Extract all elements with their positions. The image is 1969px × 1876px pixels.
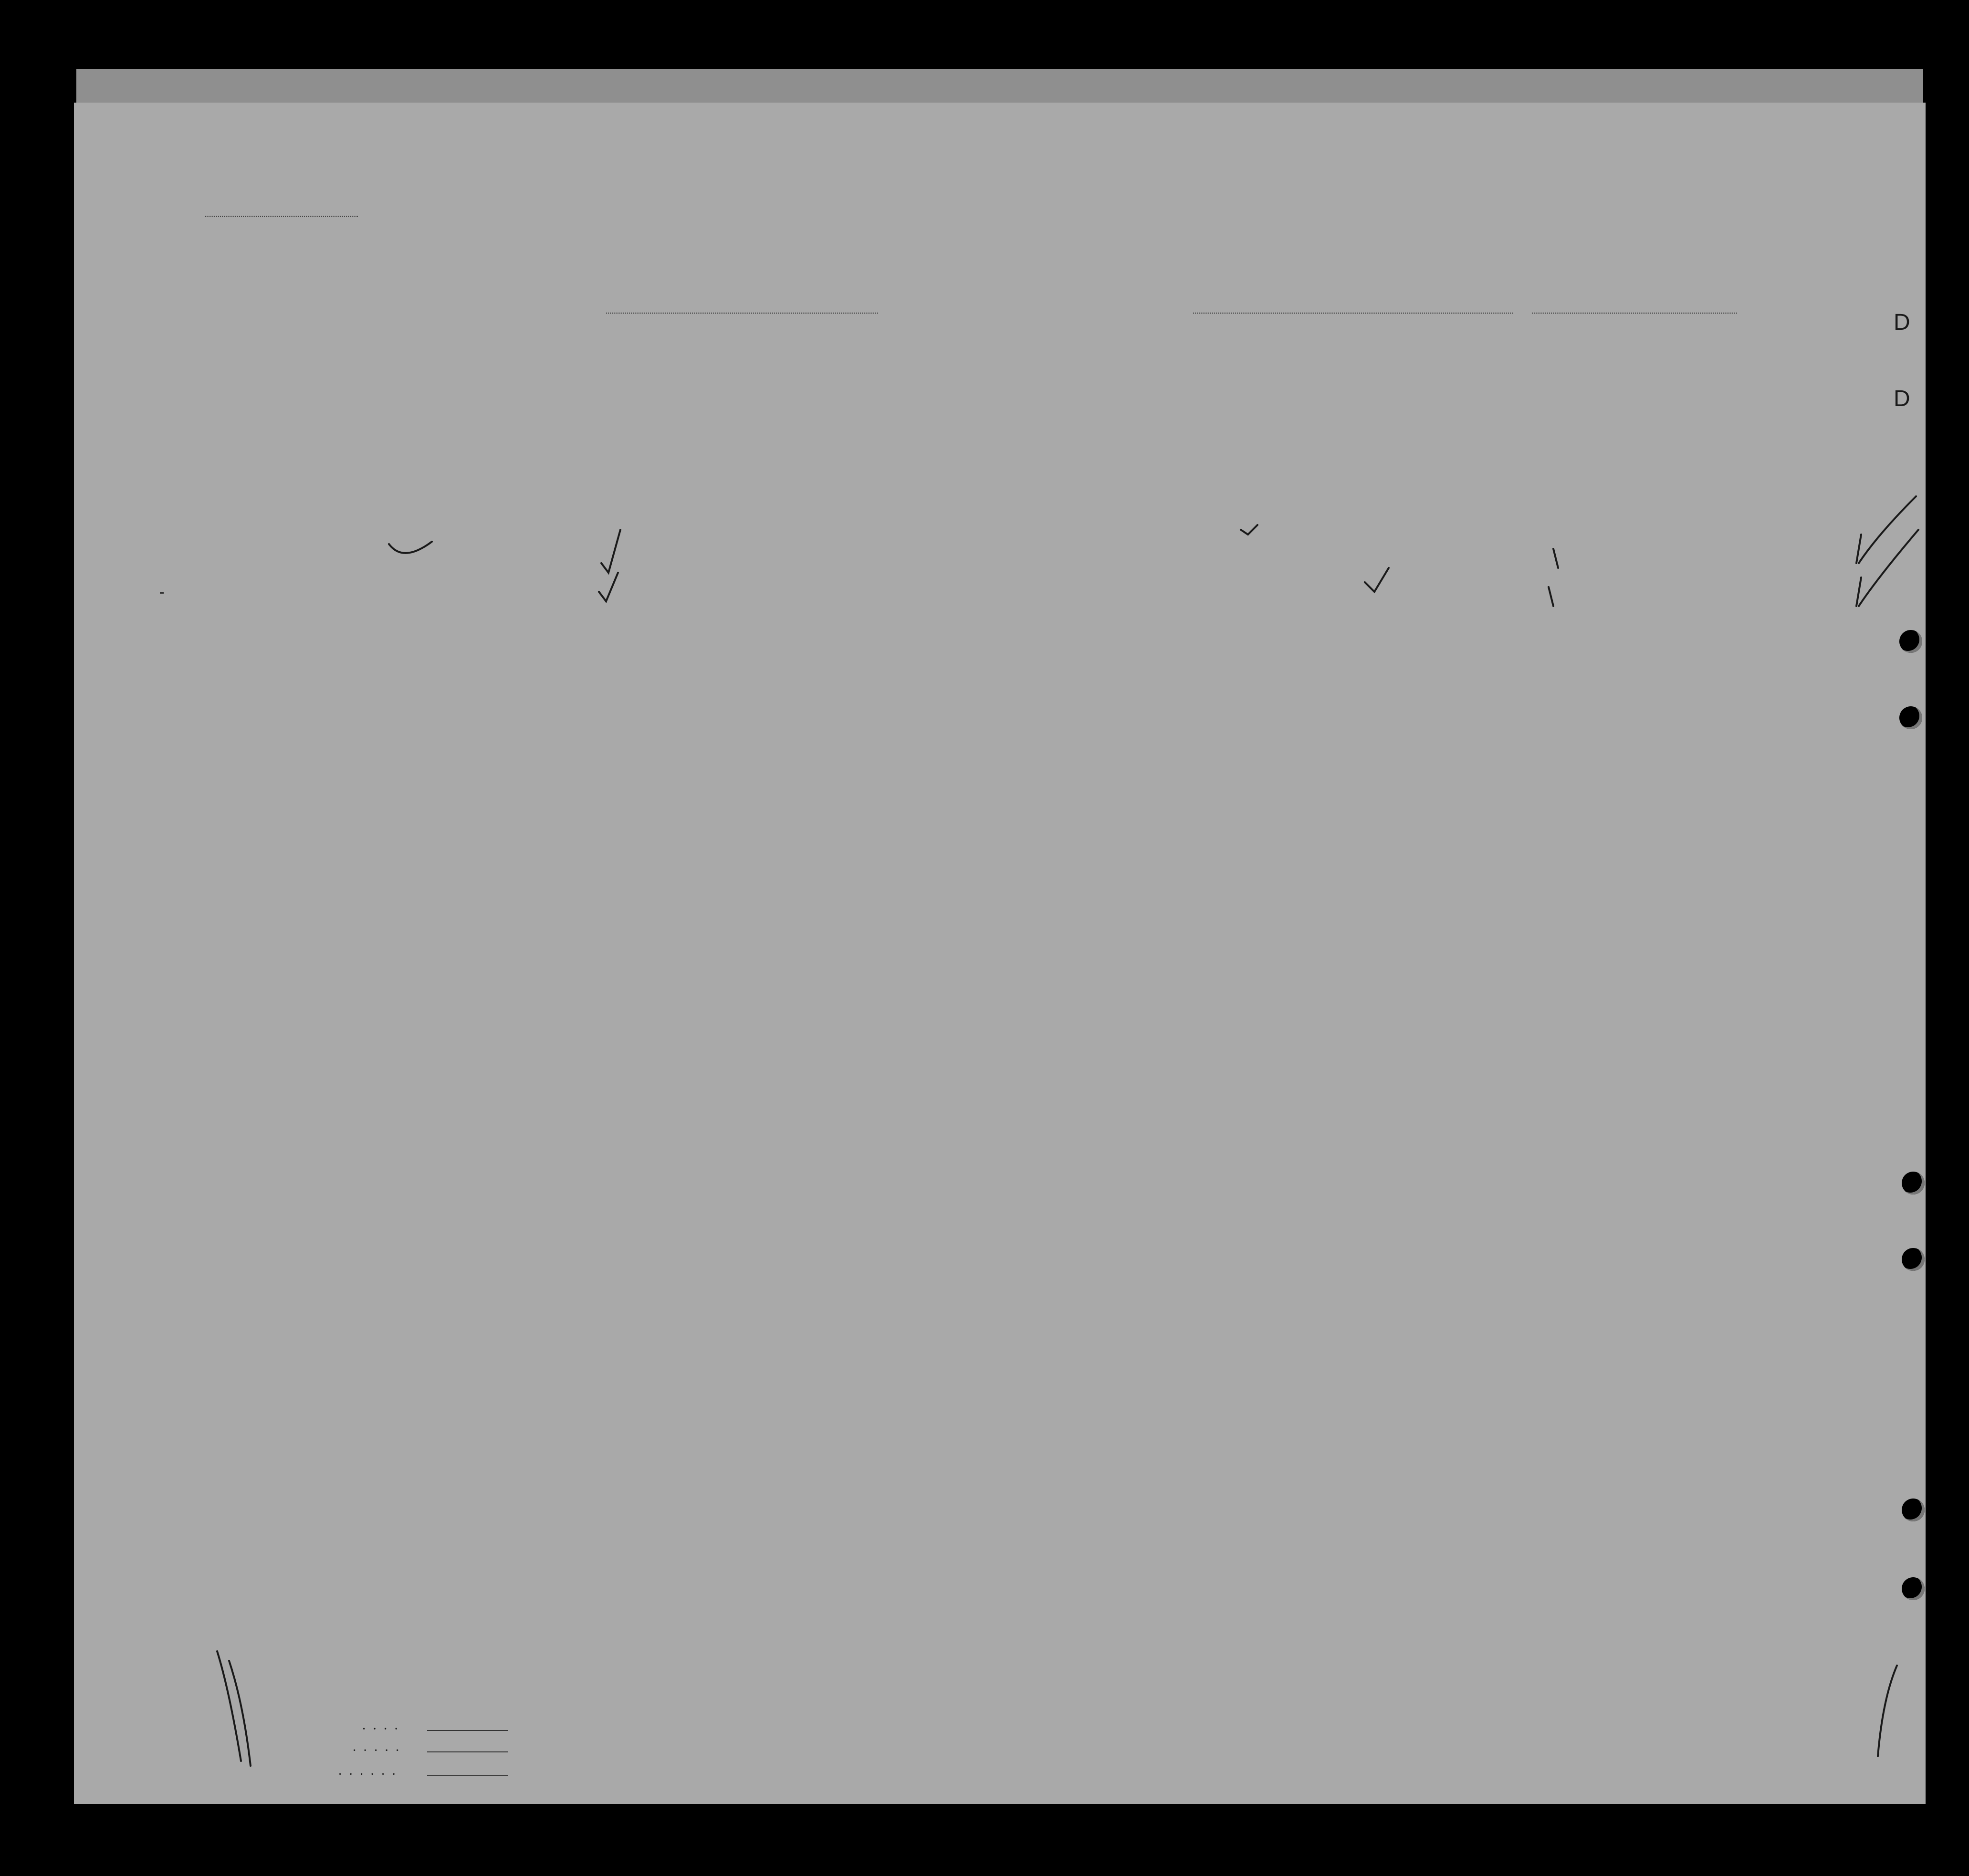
footer-line-3 [427,1775,508,1776]
binder-hole [1899,630,1922,653]
footer-dots-1: . . . . [363,1720,400,1732]
footer-line-2 [427,1751,508,1752]
check-mark [1856,535,1861,563]
check-mark [389,542,432,553]
footer-dots-2: . . . . . [353,1742,402,1753]
binder-hole [1899,706,1922,729]
check-mark [601,530,620,573]
check-mark [1856,577,1861,606]
binder-hole [1902,1248,1925,1271]
right-d-mark-2: D [1894,386,1910,411]
binder-hole [1902,1499,1925,1521]
binder-hole [1902,1577,1925,1600]
check-mark [1241,525,1257,535]
check-mark [217,1651,241,1761]
right-d-mark-1: D [1894,310,1910,335]
check-mark [1553,549,1558,568]
footer-line-1 [427,1730,508,1731]
check-mark [599,573,618,601]
footer-dots-3: . . . . . . [339,1766,398,1777]
check-mark [1549,587,1553,606]
check-mark [1878,1666,1897,1756]
check-mark [1859,496,1916,563]
check-mark [1859,530,1918,606]
binder-hole [1902,1172,1925,1195]
check-mark [1365,568,1389,592]
